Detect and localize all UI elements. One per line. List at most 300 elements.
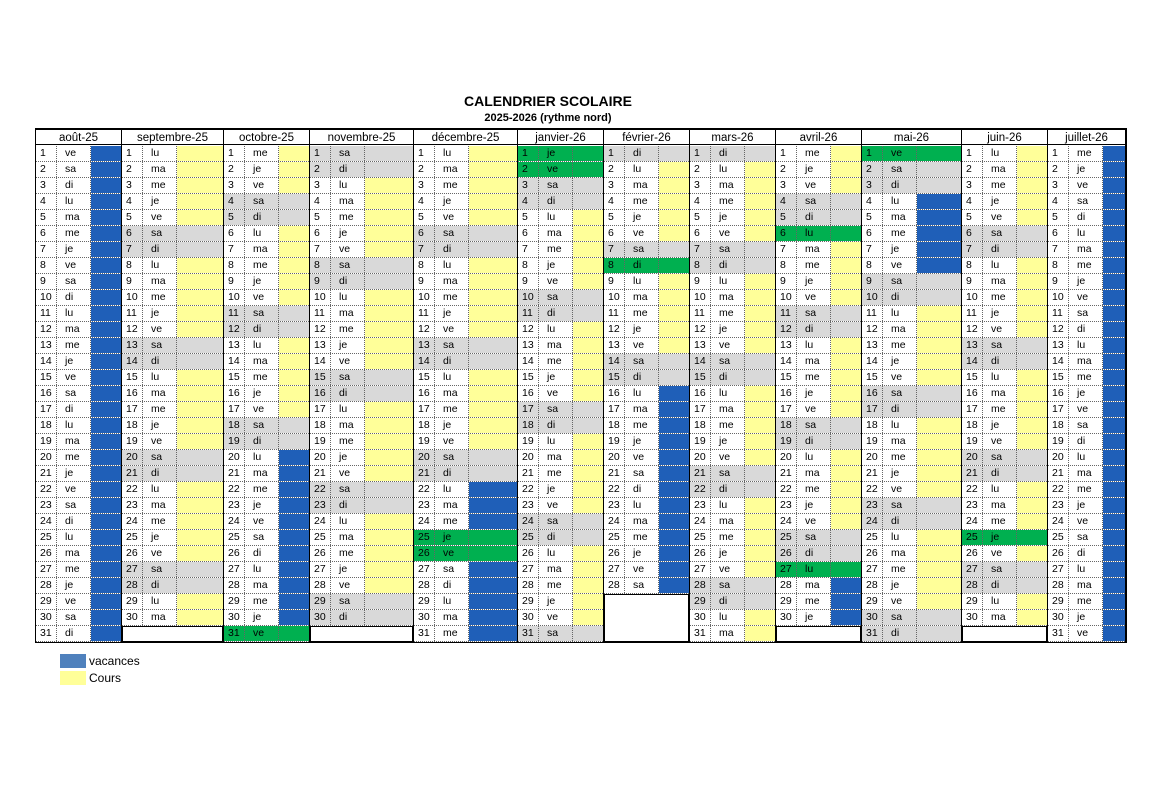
day-status-cell xyxy=(177,610,223,625)
day-number: 18 xyxy=(414,418,435,433)
day-number: 30 xyxy=(414,610,435,625)
day-status-cell xyxy=(573,322,603,337)
day-number: 22 xyxy=(122,482,143,497)
day-name: je xyxy=(1069,386,1103,401)
day-row xyxy=(122,242,223,258)
day-status-cell xyxy=(177,482,223,497)
day-status-cell xyxy=(91,546,121,561)
day-status-cell xyxy=(831,482,861,497)
day-number: 14 xyxy=(36,354,57,369)
day-status-cell xyxy=(365,162,413,177)
day-number: 19 xyxy=(414,434,435,449)
day-number: 3 xyxy=(690,178,711,193)
day-name: je xyxy=(57,242,91,257)
day-status-cell xyxy=(91,578,121,593)
day-number: 3 xyxy=(224,178,245,193)
day-status-cell xyxy=(177,434,223,449)
day-name: sa xyxy=(331,370,365,385)
day-status-cell xyxy=(573,450,603,465)
day-status-cell xyxy=(469,466,517,481)
day-row xyxy=(1048,610,1125,626)
day-status-cell xyxy=(1017,162,1047,177)
day-name: ve xyxy=(883,370,917,385)
day-row xyxy=(690,306,775,322)
day-name: me xyxy=(245,370,279,385)
day-row xyxy=(962,386,1047,402)
day-number: 23 xyxy=(690,498,711,513)
day-name: ve xyxy=(797,290,831,305)
day-name: sa xyxy=(883,162,917,177)
day-number: 14 xyxy=(690,354,711,369)
day-row xyxy=(310,178,413,194)
day-row xyxy=(518,258,603,274)
day-row xyxy=(1048,338,1125,354)
day-row xyxy=(414,146,517,162)
day-number: 31 xyxy=(36,626,57,641)
day-number: 14 xyxy=(604,354,625,369)
day-status-cell xyxy=(279,274,309,289)
day-number: 28 xyxy=(122,578,143,593)
day-name: ve xyxy=(435,434,469,449)
day-row xyxy=(776,434,861,450)
day-status-cell xyxy=(91,338,121,353)
day-name: je xyxy=(245,610,279,625)
day-row xyxy=(862,306,961,322)
day-row xyxy=(604,146,689,162)
day-number: 25 xyxy=(962,530,983,545)
day-row xyxy=(310,578,413,594)
day-row xyxy=(776,338,861,354)
day-number: 1 xyxy=(36,146,57,161)
day-number: 2 xyxy=(224,162,245,177)
day-status-cell xyxy=(573,530,603,545)
day-name: lu xyxy=(883,306,917,321)
day-status-cell xyxy=(469,290,517,305)
day-number: 13 xyxy=(604,338,625,353)
day-number: 10 xyxy=(224,290,245,305)
day-name: sa xyxy=(435,450,469,465)
day-row xyxy=(1048,482,1125,498)
day-row xyxy=(414,242,517,258)
day-status-cell xyxy=(573,402,603,417)
day-name: sa xyxy=(245,194,279,209)
day-number: 2 xyxy=(776,162,797,177)
day-row xyxy=(414,530,517,546)
day-status-cell xyxy=(177,258,223,273)
day-number: 26 xyxy=(224,546,245,561)
day-status-cell xyxy=(745,482,775,497)
day-row xyxy=(604,226,689,242)
day-status-cell xyxy=(279,322,309,337)
day-status-cell xyxy=(831,450,861,465)
day-status-cell xyxy=(91,194,121,209)
day-number: 22 xyxy=(224,482,245,497)
day-name: me xyxy=(435,514,469,529)
day-status-cell xyxy=(177,162,223,177)
day-number: 13 xyxy=(1048,338,1069,353)
day-status-cell xyxy=(745,162,775,177)
day-number: 8 xyxy=(1048,258,1069,273)
day-status-cell xyxy=(177,146,223,161)
day-number: 7 xyxy=(604,242,625,257)
day-name: lu xyxy=(711,498,745,513)
day-row xyxy=(224,498,309,514)
day-row xyxy=(604,210,689,226)
day-number: 10 xyxy=(604,290,625,305)
day-status-cell xyxy=(365,354,413,369)
day-number: 21 xyxy=(1048,466,1069,481)
day-number: 15 xyxy=(310,370,331,385)
day-number: 7 xyxy=(1048,242,1069,257)
day-status-cell xyxy=(177,194,223,209)
day-status-cell xyxy=(1103,306,1125,321)
day-number: 24 xyxy=(776,514,797,529)
day-number: 21 xyxy=(310,466,331,481)
day-row xyxy=(962,194,1047,210)
day-row xyxy=(862,370,961,386)
day-status-cell xyxy=(659,402,689,417)
day-name: ma xyxy=(245,242,279,257)
day-name: je xyxy=(143,194,177,209)
day-name: ve xyxy=(245,290,279,305)
day-number: 30 xyxy=(962,610,983,625)
day-status-cell xyxy=(573,434,603,449)
day-number: 19 xyxy=(776,434,797,449)
day-name: me xyxy=(983,178,1017,193)
day-number: 13 xyxy=(690,338,711,353)
day-name: ma xyxy=(143,162,177,177)
day-name: ve xyxy=(435,210,469,225)
day-row xyxy=(1048,306,1125,322)
day-number: 25 xyxy=(224,530,245,545)
day-status-cell xyxy=(469,146,517,161)
day-name: me xyxy=(797,370,831,385)
day-row xyxy=(414,626,517,642)
day-name: sa xyxy=(331,594,365,609)
day-name: je xyxy=(245,386,279,401)
day-status-cell xyxy=(279,514,309,529)
day-row xyxy=(776,482,861,498)
day-row xyxy=(862,402,961,418)
day-row xyxy=(776,306,861,322)
day-name: me xyxy=(57,338,91,353)
day-status-cell xyxy=(573,514,603,529)
day-status-cell xyxy=(365,450,413,465)
day-row xyxy=(690,434,775,450)
day-name: sa xyxy=(625,578,659,593)
day-name: lu xyxy=(1069,338,1103,353)
day-number: 27 xyxy=(518,562,539,577)
day-number: 21 xyxy=(224,466,245,481)
day-row xyxy=(310,290,413,306)
day-row xyxy=(604,514,689,530)
day-number: 29 xyxy=(776,594,797,609)
day-name: di xyxy=(711,594,745,609)
day-number: 8 xyxy=(310,258,331,273)
day-number: 30 xyxy=(776,610,797,625)
day-status-cell xyxy=(659,546,689,561)
day-number: 7 xyxy=(962,242,983,257)
day-status-cell xyxy=(91,354,121,369)
day-status-cell xyxy=(91,274,121,289)
day-status-cell xyxy=(917,338,961,353)
day-status-cell xyxy=(279,418,309,433)
day-row xyxy=(776,546,861,562)
day-status-cell xyxy=(91,210,121,225)
day-number: 25 xyxy=(310,530,331,545)
day-name: lu xyxy=(711,610,745,625)
day-row xyxy=(1048,226,1125,242)
day-row xyxy=(36,194,121,210)
day-status-cell xyxy=(917,594,961,609)
day-status-cell xyxy=(91,514,121,529)
day-status-cell xyxy=(1103,354,1125,369)
day-name: je xyxy=(797,610,831,625)
day-name: ma xyxy=(625,402,659,417)
day-row xyxy=(36,578,121,594)
day-name: sa xyxy=(983,450,1017,465)
day-status-cell xyxy=(573,370,603,385)
day-status-cell xyxy=(279,402,309,417)
day-status-cell xyxy=(91,146,121,161)
day-number: 26 xyxy=(414,546,435,561)
day-row xyxy=(36,370,121,386)
day-status-cell xyxy=(745,146,775,161)
day-number: 24 xyxy=(962,514,983,529)
day-status-cell xyxy=(659,146,689,161)
day-status-cell xyxy=(917,546,961,561)
day-status-cell xyxy=(469,178,517,193)
day-number: 20 xyxy=(122,450,143,465)
day-number: 27 xyxy=(224,562,245,577)
day-name: lu xyxy=(331,514,365,529)
day-status-cell xyxy=(279,434,309,449)
day-number: 11 xyxy=(776,306,797,321)
day-row xyxy=(518,530,603,546)
day-row xyxy=(414,210,517,226)
day-name: je xyxy=(711,210,745,225)
day-row xyxy=(776,242,861,258)
day-row xyxy=(604,290,689,306)
day-status-cell xyxy=(917,258,961,273)
day-status-cell xyxy=(177,498,223,513)
day-number: 5 xyxy=(862,210,883,225)
day-status-cell xyxy=(831,386,861,401)
day-status-cell xyxy=(831,306,861,321)
day-status-cell xyxy=(279,626,309,641)
day-number: 9 xyxy=(310,274,331,289)
day-status-cell xyxy=(1017,290,1047,305)
day-status-cell xyxy=(279,194,309,209)
day-status-cell xyxy=(365,546,413,561)
day-name: di xyxy=(331,162,365,177)
day-name: ma xyxy=(57,322,91,337)
day-number: 5 xyxy=(776,210,797,225)
day-number: 27 xyxy=(36,562,57,577)
day-name: je xyxy=(711,434,745,449)
day-name: ma xyxy=(57,434,91,449)
day-number: 17 xyxy=(690,402,711,417)
day-status-cell xyxy=(365,322,413,337)
day-number: 28 xyxy=(604,578,625,593)
day-name: ve xyxy=(883,482,917,497)
day-name: lu xyxy=(797,338,831,353)
day-name: ve xyxy=(1069,178,1103,193)
day-row xyxy=(122,450,223,466)
day-name: je xyxy=(625,210,659,225)
day-name: me xyxy=(245,482,279,497)
day-status-cell xyxy=(745,402,775,417)
day-status-cell xyxy=(365,514,413,529)
day-name: lu xyxy=(245,450,279,465)
day-status-cell xyxy=(365,210,413,225)
day-name: ve xyxy=(797,514,831,529)
day-number: 23 xyxy=(310,498,331,513)
day-name: je xyxy=(539,258,573,273)
day-status-cell xyxy=(1017,498,1047,513)
day-name: ma xyxy=(331,418,365,433)
day-row xyxy=(36,450,121,466)
day-status-cell xyxy=(1017,578,1047,593)
day-row xyxy=(776,178,861,194)
day-status-cell xyxy=(745,626,775,641)
day-row xyxy=(414,466,517,482)
day-row xyxy=(36,274,121,290)
day-name: ve xyxy=(983,322,1017,337)
day-row xyxy=(862,194,961,210)
day-number: 11 xyxy=(414,306,435,321)
day-number: 11 xyxy=(36,306,57,321)
day-name: lu xyxy=(143,482,177,497)
day-name: lu xyxy=(625,386,659,401)
day-status-cell xyxy=(659,178,689,193)
day-number: 1 xyxy=(122,146,143,161)
month-header: septembre-25 xyxy=(122,129,223,145)
day-name: ve xyxy=(711,450,745,465)
day-row xyxy=(776,450,861,466)
day-name: ve xyxy=(331,354,365,369)
day-status-cell xyxy=(91,530,121,545)
day-number: 27 xyxy=(122,562,143,577)
day-status-cell xyxy=(745,322,775,337)
day-number: 6 xyxy=(776,226,797,241)
day-number: 30 xyxy=(224,610,245,625)
day-row xyxy=(414,498,517,514)
day-name: ve xyxy=(435,322,469,337)
day-row xyxy=(690,226,775,242)
day-number: 16 xyxy=(36,386,57,401)
day-name: di xyxy=(625,258,659,273)
day-name: sa xyxy=(1069,306,1103,321)
day-name: di xyxy=(245,322,279,337)
day-number: 24 xyxy=(1048,514,1069,529)
day-name: me xyxy=(331,546,365,561)
day-row xyxy=(36,306,121,322)
day-row xyxy=(962,242,1047,258)
day-status-cell xyxy=(831,498,861,513)
day-row xyxy=(414,322,517,338)
day-number: 3 xyxy=(776,178,797,193)
day-name: lu xyxy=(539,546,573,561)
day-number: 4 xyxy=(776,194,797,209)
day-number: 8 xyxy=(122,258,143,273)
month-column xyxy=(414,129,518,642)
day-name: lu xyxy=(1069,450,1103,465)
day-status-cell xyxy=(745,530,775,545)
day-row xyxy=(604,274,689,290)
day-status-cell xyxy=(1017,194,1047,209)
day-name: di xyxy=(539,194,573,209)
day-row xyxy=(1048,290,1125,306)
day-name: sa xyxy=(57,498,91,513)
day-number: 21 xyxy=(962,466,983,481)
day-row xyxy=(122,194,223,210)
day-name: je xyxy=(883,578,917,593)
day-row xyxy=(36,290,121,306)
day-number: 8 xyxy=(414,258,435,273)
day-row xyxy=(776,530,861,546)
day-status-cell xyxy=(1103,498,1125,513)
day-row xyxy=(310,146,413,162)
day-row xyxy=(776,610,861,626)
day-number: 29 xyxy=(862,594,883,609)
day-row xyxy=(310,498,413,514)
day-name: ma xyxy=(797,466,831,481)
day-row xyxy=(224,450,309,466)
day-row xyxy=(776,466,861,482)
day-name: sa xyxy=(539,290,573,305)
day-name: me xyxy=(57,450,91,465)
day-row xyxy=(604,370,689,386)
day-number: 19 xyxy=(310,434,331,449)
day-number: 4 xyxy=(224,194,245,209)
day-number: 18 xyxy=(962,418,983,433)
day-name: ma xyxy=(245,354,279,369)
day-status-cell xyxy=(91,594,121,609)
day-number: 19 xyxy=(36,434,57,449)
day-row xyxy=(224,386,309,402)
day-status-cell xyxy=(469,610,517,625)
day-name: sa xyxy=(57,386,91,401)
day-name: ve xyxy=(625,338,659,353)
month-header: décembre-25 xyxy=(414,129,517,145)
day-number: 13 xyxy=(776,338,797,353)
day-row xyxy=(962,370,1047,386)
day-number: 11 xyxy=(690,306,711,321)
day-number: 10 xyxy=(776,290,797,305)
day-number: 11 xyxy=(962,306,983,321)
day-row xyxy=(604,466,689,482)
day-name: ma xyxy=(435,610,469,625)
day-name: di xyxy=(797,210,831,225)
day-name: sa xyxy=(539,178,573,193)
day-name: ma xyxy=(797,578,831,593)
day-number: 22 xyxy=(962,482,983,497)
day-status-cell xyxy=(91,178,121,193)
day-status-cell xyxy=(573,226,603,241)
day-row xyxy=(690,146,775,162)
day-number: 18 xyxy=(604,418,625,433)
day-row xyxy=(518,546,603,562)
day-name: di xyxy=(797,546,831,561)
day-row xyxy=(310,194,413,210)
day-row xyxy=(862,498,961,514)
day-name: sa xyxy=(983,226,1017,241)
day-name: ve xyxy=(435,546,469,561)
day-status-cell xyxy=(659,210,689,225)
day-status-cell xyxy=(1103,450,1125,465)
day-name: me xyxy=(539,242,573,257)
